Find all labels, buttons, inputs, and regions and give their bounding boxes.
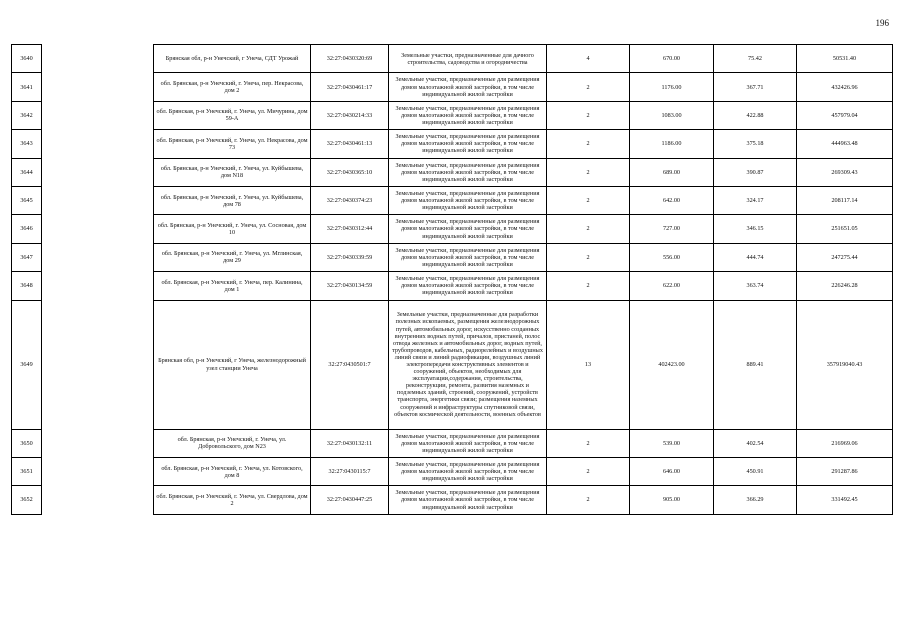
cell-cadastre: 32:27:0430365:10 bbox=[311, 158, 389, 186]
cell-use: Земельные участки, предназначенные для размещения домов малоэтажной жилой застройки, в том числе индивидуальной жилой застройки bbox=[389, 186, 547, 214]
cell-value: 216969.06 bbox=[797, 429, 893, 457]
cell-value: 432426.96 bbox=[797, 73, 893, 101]
cell-cadastre: 32:27:0430134:59 bbox=[311, 272, 389, 300]
table-row bbox=[12, 73, 893, 101]
cell-area: 622.00 bbox=[630, 272, 714, 300]
cell-cadastre: 32:27:0430115:7 bbox=[311, 457, 389, 485]
table-row bbox=[12, 101, 893, 129]
cell-group: 2 bbox=[547, 186, 630, 214]
cell-use: Земельные участки, предназначенные для размещения домов малоэтажной жилой застройки, в том числе индивидуальной жилой застройки bbox=[389, 130, 547, 158]
cell-cadastre: 32:27:0430461:17 bbox=[311, 73, 389, 101]
cell-use: Земельные участки, предназначенные для размещения домов малоэтажной жилой застройки, в том числе индивидуальной жилой застройки bbox=[389, 272, 547, 300]
table-row bbox=[12, 429, 893, 457]
cell-area: 402423.00 bbox=[630, 300, 714, 429]
table-row bbox=[12, 45, 893, 73]
cell-rate: 444.74 bbox=[714, 243, 797, 271]
cell-rate: 402.54 bbox=[714, 429, 797, 457]
cell-use: Земельные участки, предназначенные для размещения домов малоэтажной жилой застройки, в том числе индивидуальной жилой застройки bbox=[389, 457, 547, 485]
cell-value: 444963.48 bbox=[797, 130, 893, 158]
cell-num: 3642 bbox=[12, 101, 42, 129]
spacer-cell bbox=[42, 130, 154, 158]
spacer-cell bbox=[42, 186, 154, 214]
cell-group: 2 bbox=[547, 272, 630, 300]
cell-rate: 375.18 bbox=[714, 130, 797, 158]
spacer-cell bbox=[42, 429, 154, 457]
table-row bbox=[12, 457, 893, 485]
table-row bbox=[12, 186, 893, 214]
cell-address: обл. Брянская, р-н Унечский, г. Унеча, пер. Некрасова, дом 2 bbox=[154, 73, 311, 101]
cell-num: 3646 bbox=[12, 215, 42, 243]
cell-group: 13 bbox=[547, 300, 630, 429]
cell-group: 2 bbox=[547, 429, 630, 457]
cell-area: 670.00 bbox=[630, 45, 714, 73]
cell-num: 3649 bbox=[12, 300, 42, 429]
cell-rate: 367.71 bbox=[714, 73, 797, 101]
table-row bbox=[12, 243, 893, 271]
spacer-cell bbox=[42, 215, 154, 243]
cell-address: Брянская обл, р-н Унечский, г Унеча, железнодорожный узел станции Унеча bbox=[154, 300, 311, 429]
cell-area: 556.00 bbox=[630, 243, 714, 271]
cell-use: Земельные участки, предназначенные для разработки полезных ископаемых, размещения железнодорожных путей, автомобильных дорог, искусственно созданных внутренних водных путей, причалов, пристаней, полос отвода железных и автомобильных дорог, водных путей, трубопроводов, кабельных, радиорелейных и воздушных линий связи и линий радиофикации, воздушных линий электропередачи конструктивных элементов и сооружений, объектов, необходимых для эксплуатации,содержания, строительства, реконструкции, ремонта, развития наземных и подземных зданий, строений, сооружений, устройств транспорта, энергетики связи; размещения наземных сооружений и инфраструктуры спутниковой связи, объектов космической деятельности, военных объектов bbox=[389, 300, 547, 429]
table-row bbox=[12, 486, 893, 514]
cell-num: 3645 bbox=[12, 186, 42, 214]
cell-group: 2 bbox=[547, 486, 630, 514]
cell-num: 3643 bbox=[12, 130, 42, 158]
cell-value: 251651.05 bbox=[797, 215, 893, 243]
cell-value: 226246.28 bbox=[797, 272, 893, 300]
cell-use: Земельные участки, предназначенные для размещения домов малоэтажной жилой застройки, в том числе индивидуальной жилой застройки bbox=[389, 73, 547, 101]
spacer-cell bbox=[42, 158, 154, 186]
table-row bbox=[12, 130, 893, 158]
cell-area: 1176.00 bbox=[630, 73, 714, 101]
table-row bbox=[12, 158, 893, 186]
cell-address: обл. Брянская, р-н Унечский, г. Унеча, ул. Добровольского, дом N23 bbox=[154, 429, 311, 457]
table-row bbox=[12, 215, 893, 243]
cell-group: 2 bbox=[547, 215, 630, 243]
cell-cadastre: 32:27:0430312:44 bbox=[311, 215, 389, 243]
cell-value: 331492.45 bbox=[797, 486, 893, 514]
cell-area: 1083.00 bbox=[630, 101, 714, 129]
spacer-cell bbox=[42, 272, 154, 300]
spacer-cell bbox=[42, 73, 154, 101]
cell-value: 291287.86 bbox=[797, 457, 893, 485]
cell-address: обл. Брянская, р-н Унечский, г. Унеча, ул. Сосновая, дом 10 bbox=[154, 215, 311, 243]
cell-use: Земельные участки, предназначенные для размещения домов малоэтажной жилой застройки, в том числе индивидуальной жилой застройки bbox=[389, 215, 547, 243]
cell-cadastre: 32:27:0430374:23 bbox=[311, 186, 389, 214]
cell-group: 2 bbox=[547, 243, 630, 271]
table-row bbox=[12, 272, 893, 300]
cell-rate: 75.42 bbox=[714, 45, 797, 73]
cell-address: обл. Брянская, р-н Унечский, г. Унеча, ул. Мичурина, дом 59-А bbox=[154, 101, 311, 129]
cell-num: 3651 bbox=[12, 457, 42, 485]
cadastral-value-table bbox=[11, 44, 893, 515]
cell-rate: 363.74 bbox=[714, 272, 797, 300]
cell-address: обл. Брянская, р-н Унечский, г. Унеча, ул. Куйбышева, дом 78 bbox=[154, 186, 311, 214]
cell-address: обл. Брянская, р-н Унечский, г. Унеча, пер. Калинина, дом 1 bbox=[154, 272, 311, 300]
cell-group: 2 bbox=[547, 158, 630, 186]
spacer-cell bbox=[42, 45, 154, 73]
spacer-cell bbox=[42, 300, 154, 429]
cell-num: 3648 bbox=[12, 272, 42, 300]
cell-value: 50531.40 bbox=[797, 45, 893, 73]
cell-rate: 889.41 bbox=[714, 300, 797, 429]
cell-rate: 324.17 bbox=[714, 186, 797, 214]
table-row bbox=[12, 300, 893, 429]
page-number: 196 bbox=[875, 18, 889, 28]
cell-group: 4 bbox=[547, 45, 630, 73]
cell-address: обл. Брянская, р-н Унечский, г. Унеча, ул. Некрасова, дом 73 bbox=[154, 130, 311, 158]
cell-cadastre: 32:27:0430447:25 bbox=[311, 486, 389, 514]
cell-cadastre: 32:27:0430320:69 bbox=[311, 45, 389, 73]
spacer-cell bbox=[42, 101, 154, 129]
cell-num: 3652 bbox=[12, 486, 42, 514]
cell-use: Земельные участки, предназначенные для размещения домов малоэтажной жилой застройки, в том числе индивидуальной жилой застройки bbox=[389, 429, 547, 457]
cell-area: 689.00 bbox=[630, 158, 714, 186]
cell-area: 727.00 bbox=[630, 215, 714, 243]
cell-address: обл. Брянская, р-н Унечский, г. Унеча, ул. Мглинская, дом 29 bbox=[154, 243, 311, 271]
cell-value: 357919040.43 bbox=[797, 300, 893, 429]
cell-num: 3644 bbox=[12, 158, 42, 186]
cell-group: 2 bbox=[547, 130, 630, 158]
cell-cadastre: 32:27:0430339:59 bbox=[311, 243, 389, 271]
cell-address: обл. Брянская, р-н Унечский, г. Унеча, ул. Куйбышева, дом N18 bbox=[154, 158, 311, 186]
cell-area: 1186.00 bbox=[630, 130, 714, 158]
cell-value: 247275.44 bbox=[797, 243, 893, 271]
cell-use: Земельные участки, предназначенные для размещения домов малоэтажной жилой застройки, в том числе индивидуальной жилой застройки bbox=[389, 243, 547, 271]
cell-rate: 450.91 bbox=[714, 457, 797, 485]
cell-use: Земельные участки, предназначенные для размещения домов малоэтажной жилой застройки, в том числе индивидуальной жилой застройки bbox=[389, 158, 547, 186]
cell-address: обл. Брянская, р-н Унечский, г. Унеча, ул. Свердлова, дом 2 bbox=[154, 486, 311, 514]
cell-value: 208117.14 bbox=[797, 186, 893, 214]
cell-cadastre: 32:27:0430501:7 bbox=[311, 300, 389, 429]
cell-area: 646.00 bbox=[630, 457, 714, 485]
cell-cadastre: 32:27:0430132:11 bbox=[311, 429, 389, 457]
cell-num: 3650 bbox=[12, 429, 42, 457]
cell-use: Земельные участки, предназначенные для дачного строительства, садоводства и огородничества bbox=[389, 45, 547, 73]
cell-area: 539.00 bbox=[630, 429, 714, 457]
cell-rate: 422.88 bbox=[714, 101, 797, 129]
cell-rate: 366.29 bbox=[714, 486, 797, 514]
cell-address: Брянская обл, р-н Унечский, г Унеча, СДТ Урожай bbox=[154, 45, 311, 73]
cell-rate: 390.87 bbox=[714, 158, 797, 186]
cell-area: 905.00 bbox=[630, 486, 714, 514]
cell-num: 3640 bbox=[12, 45, 42, 73]
cell-num: 3647 bbox=[12, 243, 42, 271]
spacer-cell bbox=[42, 486, 154, 514]
cell-value: 457979.04 bbox=[797, 101, 893, 129]
cell-address: обл. Брянская, р-н Унечский, г. Унеча, ул. Котовского, дом 8 bbox=[154, 457, 311, 485]
cell-group: 2 bbox=[547, 457, 630, 485]
cell-cadastre: 32:27:0430461:13 bbox=[311, 130, 389, 158]
cell-area: 642.00 bbox=[630, 186, 714, 214]
cell-rate: 346.15 bbox=[714, 215, 797, 243]
cell-group: 2 bbox=[547, 73, 630, 101]
cell-value: 269309.43 bbox=[797, 158, 893, 186]
cell-num: 3641 bbox=[12, 73, 42, 101]
cell-group: 2 bbox=[547, 101, 630, 129]
cell-use: Земельные участки, предназначенные для размещения домов малоэтажной жилой застройки, в том числе индивидуальной жилой застройки bbox=[389, 101, 547, 129]
cell-cadastre: 32:27:0430214:33 bbox=[311, 101, 389, 129]
spacer-cell bbox=[42, 243, 154, 271]
spacer-cell bbox=[42, 457, 154, 485]
cell-use: Земельные участки, предназначенные для размещения домов малоэтажной жилой застройки, в том числе индивидуальной жилой застройки bbox=[389, 486, 547, 514]
